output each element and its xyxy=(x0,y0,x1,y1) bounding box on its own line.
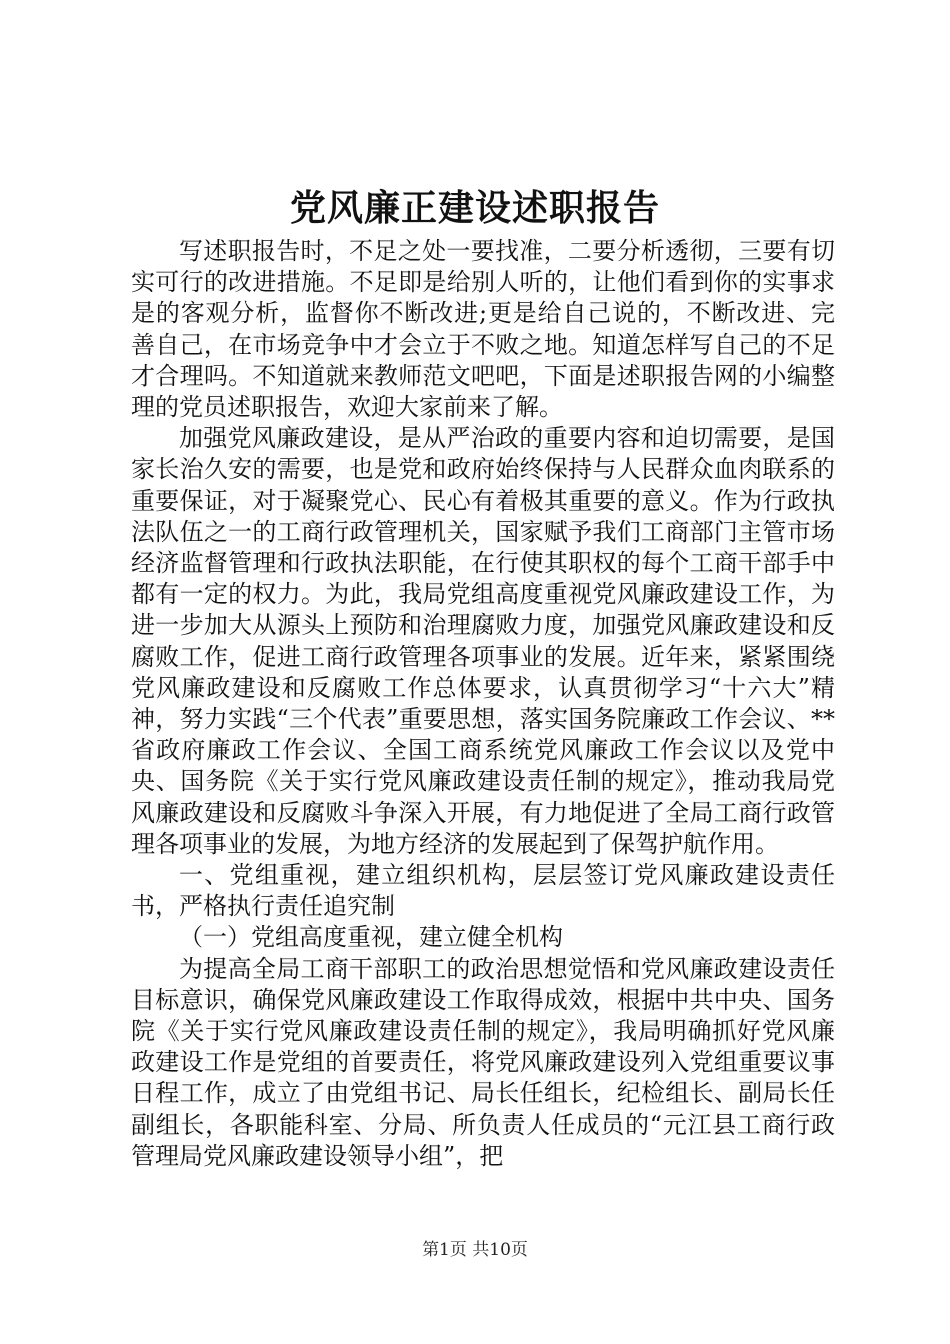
page-number-footer: 第1页 共10页 xyxy=(422,1240,528,1260)
page-title: 党风廉正建设述职报告 xyxy=(289,187,660,229)
section-heading-1: 一、党组重视，建立组织机构，层层签订党风廉政建设责任书，严格执行责任追究制 xyxy=(131,861,835,921)
subsection-heading-1: （一）党组高度重视，建立健全机构 xyxy=(179,923,563,952)
paragraph-intro: 写述职报告时，不足之处一要找准，二要分析透彻，三要有切实可行的改进措施。不足即是给别人听的，让他们看到你的实事求是的客观分析，监督你不断改进;更是给自己说的，不断改进、完善自己，在市场竞争中才会立于不败之地。知道怎样写自己的不足才合理吗。不知道就来教师范文吧吧，下面是述职报告网的小编整理的党员述职报告，欢迎大家前来了解。 xyxy=(131,237,835,422)
paragraph-main: 加强党风廉政建设，是从严治政的重要内容和迫切需要，是国家长治久安的需要，也是党和政府始终保持与人民群众血肉联系的重要保证，对于凝聚党心、民心有着极其重要的意义。作为行政执法队伍之一的工商行政管理机关，国家赋予我们工商部门主管市场经济监督管理和行政执法职能，在行使其职权的每个工商干部手中都有一定的权力。为此，我局党组高度重视党风廉政建设工作，为进一步加大从源头上预防和治理腐败力度，加强党风廉政建设和反腐败工作，促进工商行政管理各项事业的发展。近年来，紧紧围绕党风廉政建设和反腐败工作总体要求，认真贯彻学习“十六大”精神，努力实践“三个代表”重要思想，落实国务院廉政工作会议、**省政府廉政工作会议、全国工商系统党风廉政工作会议以及党中央、国务院《关于实行党风廉政建设责任制的规定》，推动我局党风廉政建设和反腐败斗争深入开展，有力地促进了全局工商行政管理各项事业的发展，为地方经济的发展起到了保驾护航作用。 xyxy=(131,424,835,858)
document-body xyxy=(131,236,835,1172)
paragraph-subsection-1: 为提高全局工商干部职工的政治思想觉悟和党风廉政建设责任目标意识，确保党风廉政建设工作取得成效，根据中共中央、国务院《关于实行党风廉政建设责任制的规定》，我局明确抓好党风廉政建设工作是党组的首要责任，将党风廉政建设列入党组重要议事日程工作，成立了由党组书记、局长任组长，纪检组长、副局长任副组长，各职能科室、分局、所负责人任成员的“元江县工商行政管理局党风廉政建设领导小组”，把 xyxy=(131,954,835,1170)
